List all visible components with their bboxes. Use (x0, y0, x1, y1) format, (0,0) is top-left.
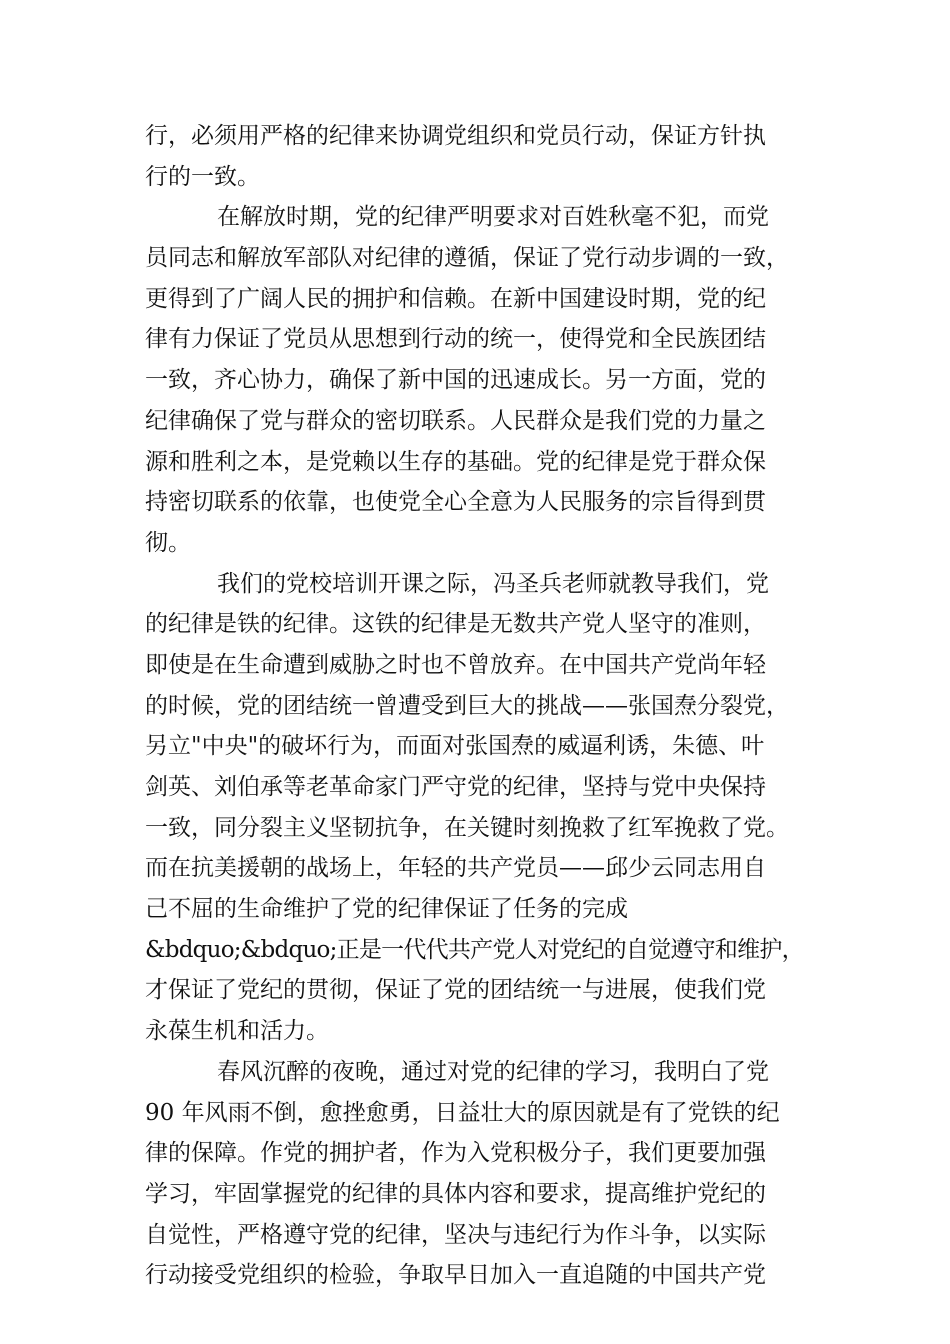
text-line: 行动接受党组织的检验，争取早日加入一直追随的中国共产党 (145, 1262, 766, 1289)
paragraph-first-line: 我们的党校培训开课之际，冯圣兵老师就教导我们，党 (217, 570, 769, 597)
text-line: 即使是在生命遭到威胁之时也不曾放弃。在中国共产党尚年轻 (145, 651, 766, 678)
text-line: 员同志和解放军部队对纪律的遵循，保证了党行动步调的一致， (145, 245, 789, 272)
text-line: 更得到了广阔人民的拥护和信赖。在新中国建设时期，党的纪 (145, 285, 766, 312)
text-line: 一致，齐心协力，确保了新中国的迅速成长。另一方面，党的 (145, 367, 766, 394)
text-line: 己不屈的生命维护了党的纪律保证了任务的完成 (145, 896, 628, 923)
text-line: 律的保障。作党的拥护者，作为入党积极分子，我们更要加强 (145, 1140, 766, 1167)
text-line: 自觉性，严格遵守党的纪律，坚决与违纪行为作斗争，以实际 (145, 1221, 766, 1248)
text-line: 学习，牢固掌握党的纪律的具体内容和要求，提高维护党纪的 (145, 1180, 766, 1207)
text-line: 源和胜利之本，是党赖以生存的基础。党的纪律是党于群众保 (145, 448, 766, 475)
text-line: 而在抗美援朝的战场上，年轻的共产党员——邱少云同志用自 (145, 855, 766, 882)
text-line: 一致，同分裂主义坚韧抗争，在关键时刻挽救了红军挽救了党。 (145, 814, 789, 841)
text-line: 持密切联系的依靠，也使党全心全意为人民服务的宗旨得到贯 (145, 489, 766, 516)
text-line: 另立"中央"的破坏行为，而面对张国焘的威逼利诱，朱德、叶 (145, 733, 765, 760)
text-line: 才保证了党纪的贯彻，保证了党的团结统一与进展，使我们党 (145, 977, 766, 1004)
text-line: 90 年风雨不倒，愈挫愈勇，日益壮大的原因就是有了党铁的纪 (145, 1099, 780, 1126)
text-line: 行，必须用严格的纪律来协调党组织和党员行动，保证方针执 (145, 123, 766, 149)
text-line: 行的一致。 (145, 163, 260, 190)
text-line: 永葆生机和活力。 (145, 1018, 329, 1045)
paragraph-first-line: 春风沉醉的夜晚，通过对党的纪律的学习，我明白了党 (217, 1058, 769, 1085)
text-line: 彻。 (145, 529, 191, 556)
text-line: 的时候，党的团结统一曾遭受到巨大的挑战——张国焘分裂党， (145, 692, 789, 719)
text-line: 律有力保证了党员从思想到行动的统一，使得党和全民族团结 (145, 326, 766, 353)
text-line: &bdquo;&bdquo;正是一代代共产党人对党纪的自觉遵守和维护， (145, 936, 804, 963)
text-line: 剑英、刘伯承等老革命家门严守党的纪律，坚持与党中央保持 (145, 774, 766, 800)
document-body-text (145, 116, 805, 1296)
text-line: 的纪律是铁的纪律。这铁的纪律是无数共产党人坚守的准则， (145, 611, 766, 638)
paragraph-first-line: 在解放时期，党的纪律严明要求对百姓秋毫不犯，而党 (217, 204, 769, 231)
text-line: 纪律确保了党与群众的密切联系。人民群众是我们党的力量之 (145, 407, 766, 434)
